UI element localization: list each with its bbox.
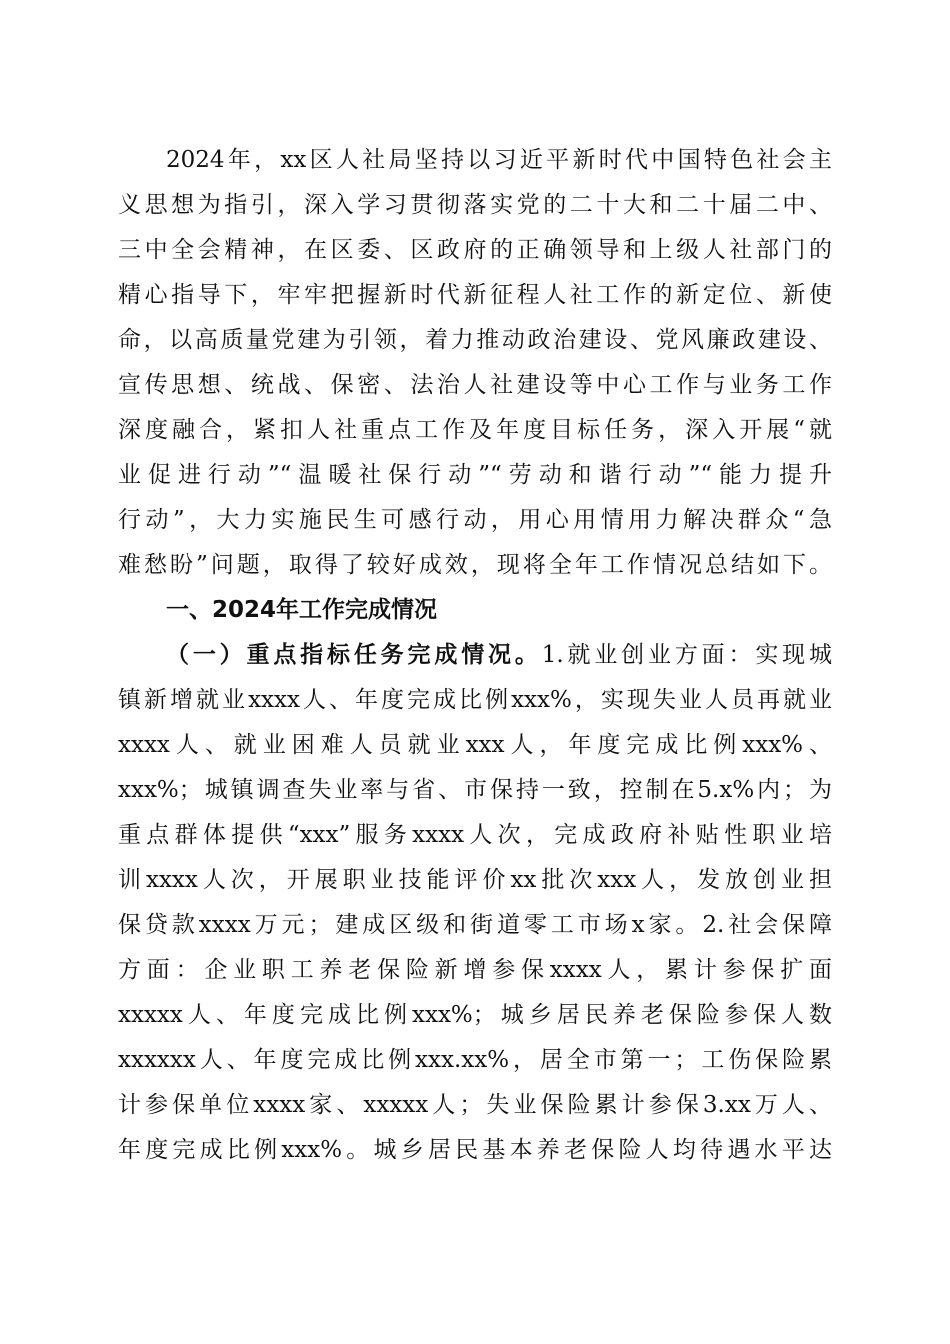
paragraph-line: 方面：企业职工养老保险新增参保xxxx人，累计参保扩面 <box>118 957 832 983</box>
paragraph-line: xxxxxx人、年度完成比例xxx.xx%，居全市第一；工伤保险累 <box>118 1047 832 1073</box>
paragraph-line: 义思想为指引，深入学习贯彻落实党的二十大和二十届二中、 <box>118 192 832 218</box>
subsection-title: （一）重点指标任务完成情况。 <box>166 641 542 668</box>
section-lead-line <box>166 635 832 675</box>
paragraph-line: xxxxx人、年度完成比例xxx%；城乡居民养老保险参保人数 <box>118 1002 832 1028</box>
paragraph-line: 年度完成比例xxx%。城乡居民基本养老保险人均待遇水平达 <box>118 1137 832 1163</box>
paragraph-line: 行动”，大力实施民生可感行动，用心用情用力解决群众“急 <box>118 507 832 533</box>
paragraph-line: xxxx人、就业困难人员就业xxx人，年度完成比例xxx%、 <box>118 732 832 758</box>
paragraph-line: 镇新增就业xxxx人、年度完成比例xxx%，实现失业人员再就业 <box>118 687 832 713</box>
paragraph-line: 业促进行动”“温暖社保行动”“劳动和谐行动”“能力提升 <box>118 462 832 488</box>
paragraph-line: 难愁盼”问题，取得了较好成效，现将全年工作情况总结如下。 <box>118 552 832 578</box>
paragraph-line: 训xxxx人次，开展职业技能评价xx批次xxx人，发放创业担 <box>118 867 832 893</box>
paragraph-line: xxx%；城镇调查失业率与省、市保持一致，控制在5.x%内；为 <box>118 777 832 803</box>
subsection-lead-text: 1.就业创业方面：实现城 <box>541 642 833 668</box>
paragraph-line: 保贷款xxxx万元；建成区级和街道零工市场x家。2.社会保障 <box>118 912 832 938</box>
paragraph-line: 三中全会精神，在区委、区政府的正确领导和上级人社部门的 <box>118 237 832 263</box>
paragraph-line: 精心指导下，牢牢把握新时代新征程人社工作的新定位、新使 <box>118 282 832 308</box>
section-heading: 一、2024年工作完成情况 <box>166 597 438 623</box>
paragraph-line: 命，以高质量党建为引领，着力推动政治建设、党风廉政建设、 <box>118 327 832 353</box>
paragraph-line: 重点群体提供“xxx”服务xxxx人次，完成政府补贴性职业培 <box>118 822 832 848</box>
paragraph-line: 深度融合，紧扣人社重点工作及年度目标任务，深入开展“就 <box>118 417 832 443</box>
paragraph-line: 计参保单位xxxx家、xxxxx人；失业保险累计参保3.xx万人、 <box>118 1092 832 1118</box>
paragraph-line: 2024年，xx区人社局坚持以习近平新时代中国特色社会主 <box>166 147 832 173</box>
paragraph-line: 宣传思想、统战、保密、法治人社建设等中心工作与业务工作 <box>118 372 832 398</box>
